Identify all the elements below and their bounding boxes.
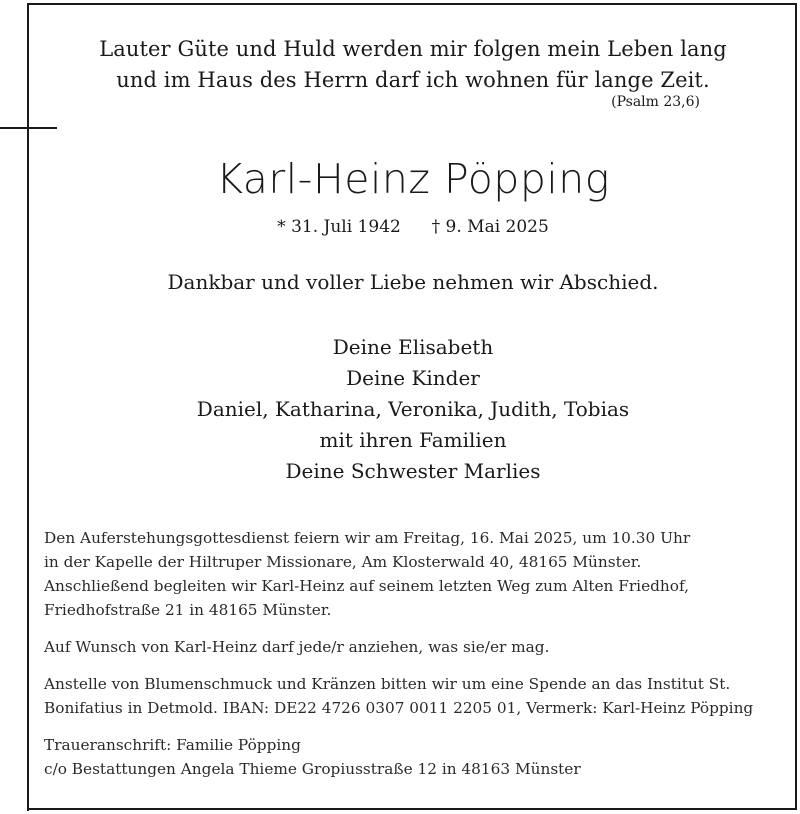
service-paragraph [44, 526, 784, 622]
address-line: c/o Bestattungen Angela Thieme Gropiusstraße 12 in 48163 Münster [44, 760, 581, 778]
address-line: Traueranschrift: Familie Pöpping [44, 736, 301, 754]
cross-icon-horizontal [0, 127, 57, 129]
service-line: Den Auferstehungsgottesdienst feiern wir am Freitag, 16. Mai 2025, um 10.30 Uhr [44, 529, 691, 547]
donation-line: Bonifatius in Detmold. IBAN: DE22 4726 0307 0011 2205 01, Vermerk: Karl-Heinz Pöpping [44, 699, 754, 717]
family-member: Deine Kinder [346, 366, 480, 390]
service-line: Friedhofstraße 21 in 48165 Münster. [44, 601, 332, 619]
donation-line: Anstelle von Blumenschmuck und Kränzen bitten wir um eine Spende an das Institut St. [44, 675, 731, 693]
verse-source: (Psalm 23,6) [611, 94, 700, 110]
service-line: Anschließend begleiten wir Karl-Heinz auf seinem letzten Weg zum Alten Friedhof, [44, 577, 689, 595]
family-member: Deine Schwester Marlies [285, 459, 541, 483]
family-member: mit ihren Familien [319, 428, 507, 452]
psalm-verse [29, 34, 797, 96]
family-member: Deine Elisabeth [332, 335, 494, 359]
deceased-name: Karl-Heinz Pöpping [216, 155, 610, 203]
life-dates [29, 217, 797, 237]
family-list [29, 332, 797, 487]
death-date: † 9. Mai 2025 [431, 217, 549, 237]
family-member: Daniel, Katharina, Veronika, Judith, Tobias [196, 397, 630, 421]
service-line: in der Kapelle der Hiltruper Missionare, Am Klosterwald 40, 48165 Münster. [44, 553, 642, 571]
verse-line-2: und im Haus des Herrn darf ich wohnen für lange Zeit. [116, 68, 710, 92]
service-info [44, 526, 784, 794]
dress-paragraph [44, 635, 784, 659]
birth-date: * 31. Juli 1942 [277, 217, 401, 237]
dress-line: Auf Wunsch von Karl-Heinz darf jede/r anziehen, was sie/er mag. [44, 638, 550, 656]
verse-line-1: Lauter Güte und Huld werden mir folgen mein Leben lang [99, 37, 727, 61]
donation-paragraph [44, 672, 784, 720]
farewell-text: Dankbar und voller Liebe nehmen wir Abschied. [167, 270, 659, 294]
address-paragraph [44, 733, 784, 781]
